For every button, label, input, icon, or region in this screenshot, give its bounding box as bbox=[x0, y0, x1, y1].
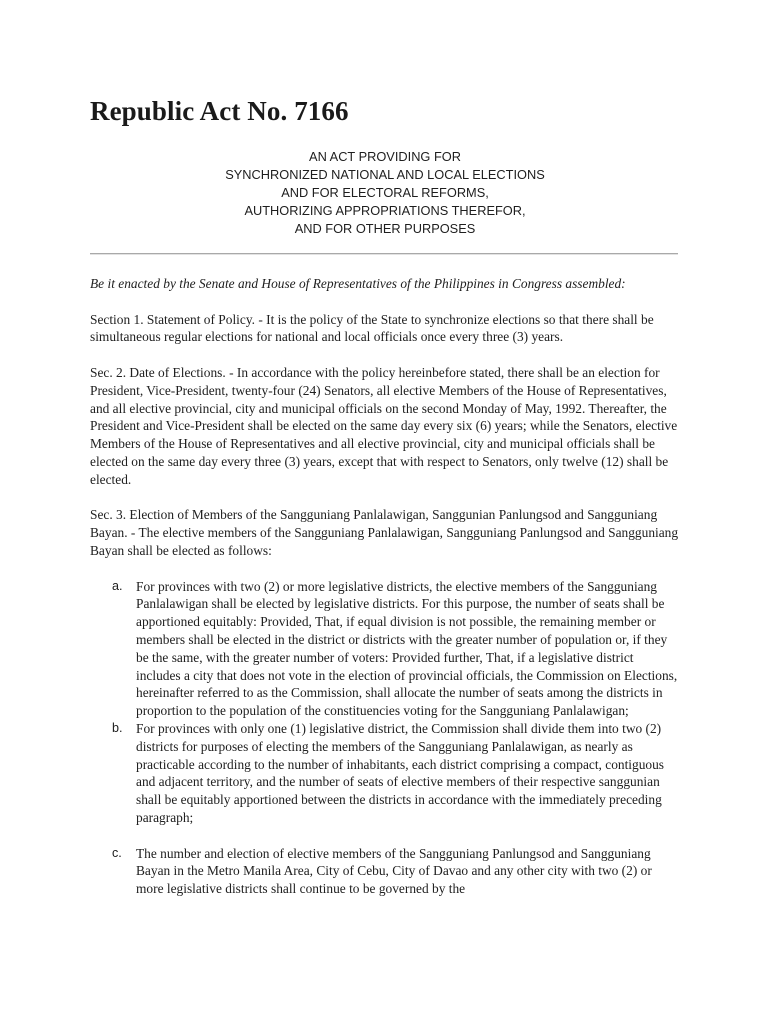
section-1: Section 1. Statement of Policy. - It is the policy of the State to synchronize elections so that there shall be simultaneous regular elections for national and local officials once every three (3) years. bbox=[90, 311, 654, 345]
document-title: Republic Act No. 7166 bbox=[90, 96, 349, 126]
list-item-text: For provinces with only one (1) legislative district, the Commission shall divide them into two (2) districts for purposes of electing the members of the Sangguniang Panlalawigan, as nearly as practicable according to the number of inhabitants, each district comprising a compact, contiguous and adjacent territory, and the number of seats of elective members of their respective sanggunian shall be equitably apportioned between the districts in accordance with the immediately preceding paragraph; bbox=[136, 720, 665, 825]
list-item bbox=[90, 578, 680, 720]
horizontal-divider bbox=[90, 253, 678, 255]
list-item bbox=[90, 845, 680, 898]
act-subtitle bbox=[90, 148, 680, 238]
enacting-clause: Be it enacted by the Senate and House of Representatives of the Philippines in Congress assembled: bbox=[90, 276, 626, 291]
list-item bbox=[90, 720, 680, 827]
subtitle-line: AND FOR ELECTORAL REFORMS, bbox=[281, 185, 489, 200]
list-item-text: For provinces with two (2) or more legislative districts, the elective members of the Sangguniang Panlalawigan shall be elected by legislative districts. For this purpose, the number of seats shall be apportioned equitably: Provided, That, if equal division is not possible, the remaining member or members shall be elected in the district or districts with the greater number of population or, if they be the same, with the greater number of voters: Provided further, That, if a legislative district includes a city that does not vote in the election of provincial officials, the Commission on Elections, hereinafter referred to as the Commission, shall allocate the number of seats among the districts in proportion to the population of the constituencies voting for the Sangguniang Panlalawigan; bbox=[136, 578, 678, 719]
subtitle-line: AUTHORIZING APPROPRIATIONS THEREFOR, bbox=[244, 203, 526, 218]
section-2: Sec. 2. Date of Elections. - In accordance with the policy hereinbefore stated, there shall be an election for President, Vice-President, twenty-four (24) Senators, all elective Members of the House of Representatives, and all elective provincial, city and municipal officials on the second Monday of May, 1992. Thereafter, the President and Vice-President shall be elected on the same day every six (6) years; while the Senators, elective Members of the House of Representatives and all elective provincial, city and municipal officials shall be elected on the same day every three (3) years, except that with respect to Senators, only twelve (12) shall be elected. bbox=[90, 364, 678, 487]
document-body bbox=[90, 275, 680, 898]
subtitle-line: AN ACT PROVIDING FOR bbox=[309, 149, 461, 164]
list-marker: b. bbox=[112, 720, 123, 735]
subtitle-line: SYNCHRONIZED NATIONAL AND LOCAL ELECTIONS bbox=[225, 167, 545, 182]
list-marker: a. bbox=[112, 578, 123, 593]
list-marker: c. bbox=[112, 845, 122, 860]
section-3-list bbox=[90, 578, 680, 898]
subtitle-line: AND FOR OTHER PURPOSES bbox=[294, 221, 476, 236]
section-3: Sec. 3. Election of Members of the Sangguniang Panlalawigan, Sanggunian Panlungsod and Sangguniang Bayan. - The elective members of the Sangguniang Panlalawigan, Sangguniang Panlungsod and Sangguniang Bayan shall be elected as follows: bbox=[90, 507, 679, 558]
list-item-text: The number and election of elective members of the Sangguniang Panlungsod and Sangguniang Bayan in the Metro Manila Area, City of Cebu, City of Davao and any other city with two (2) or more legislative districts shall continue to be governed by the bbox=[136, 845, 652, 897]
